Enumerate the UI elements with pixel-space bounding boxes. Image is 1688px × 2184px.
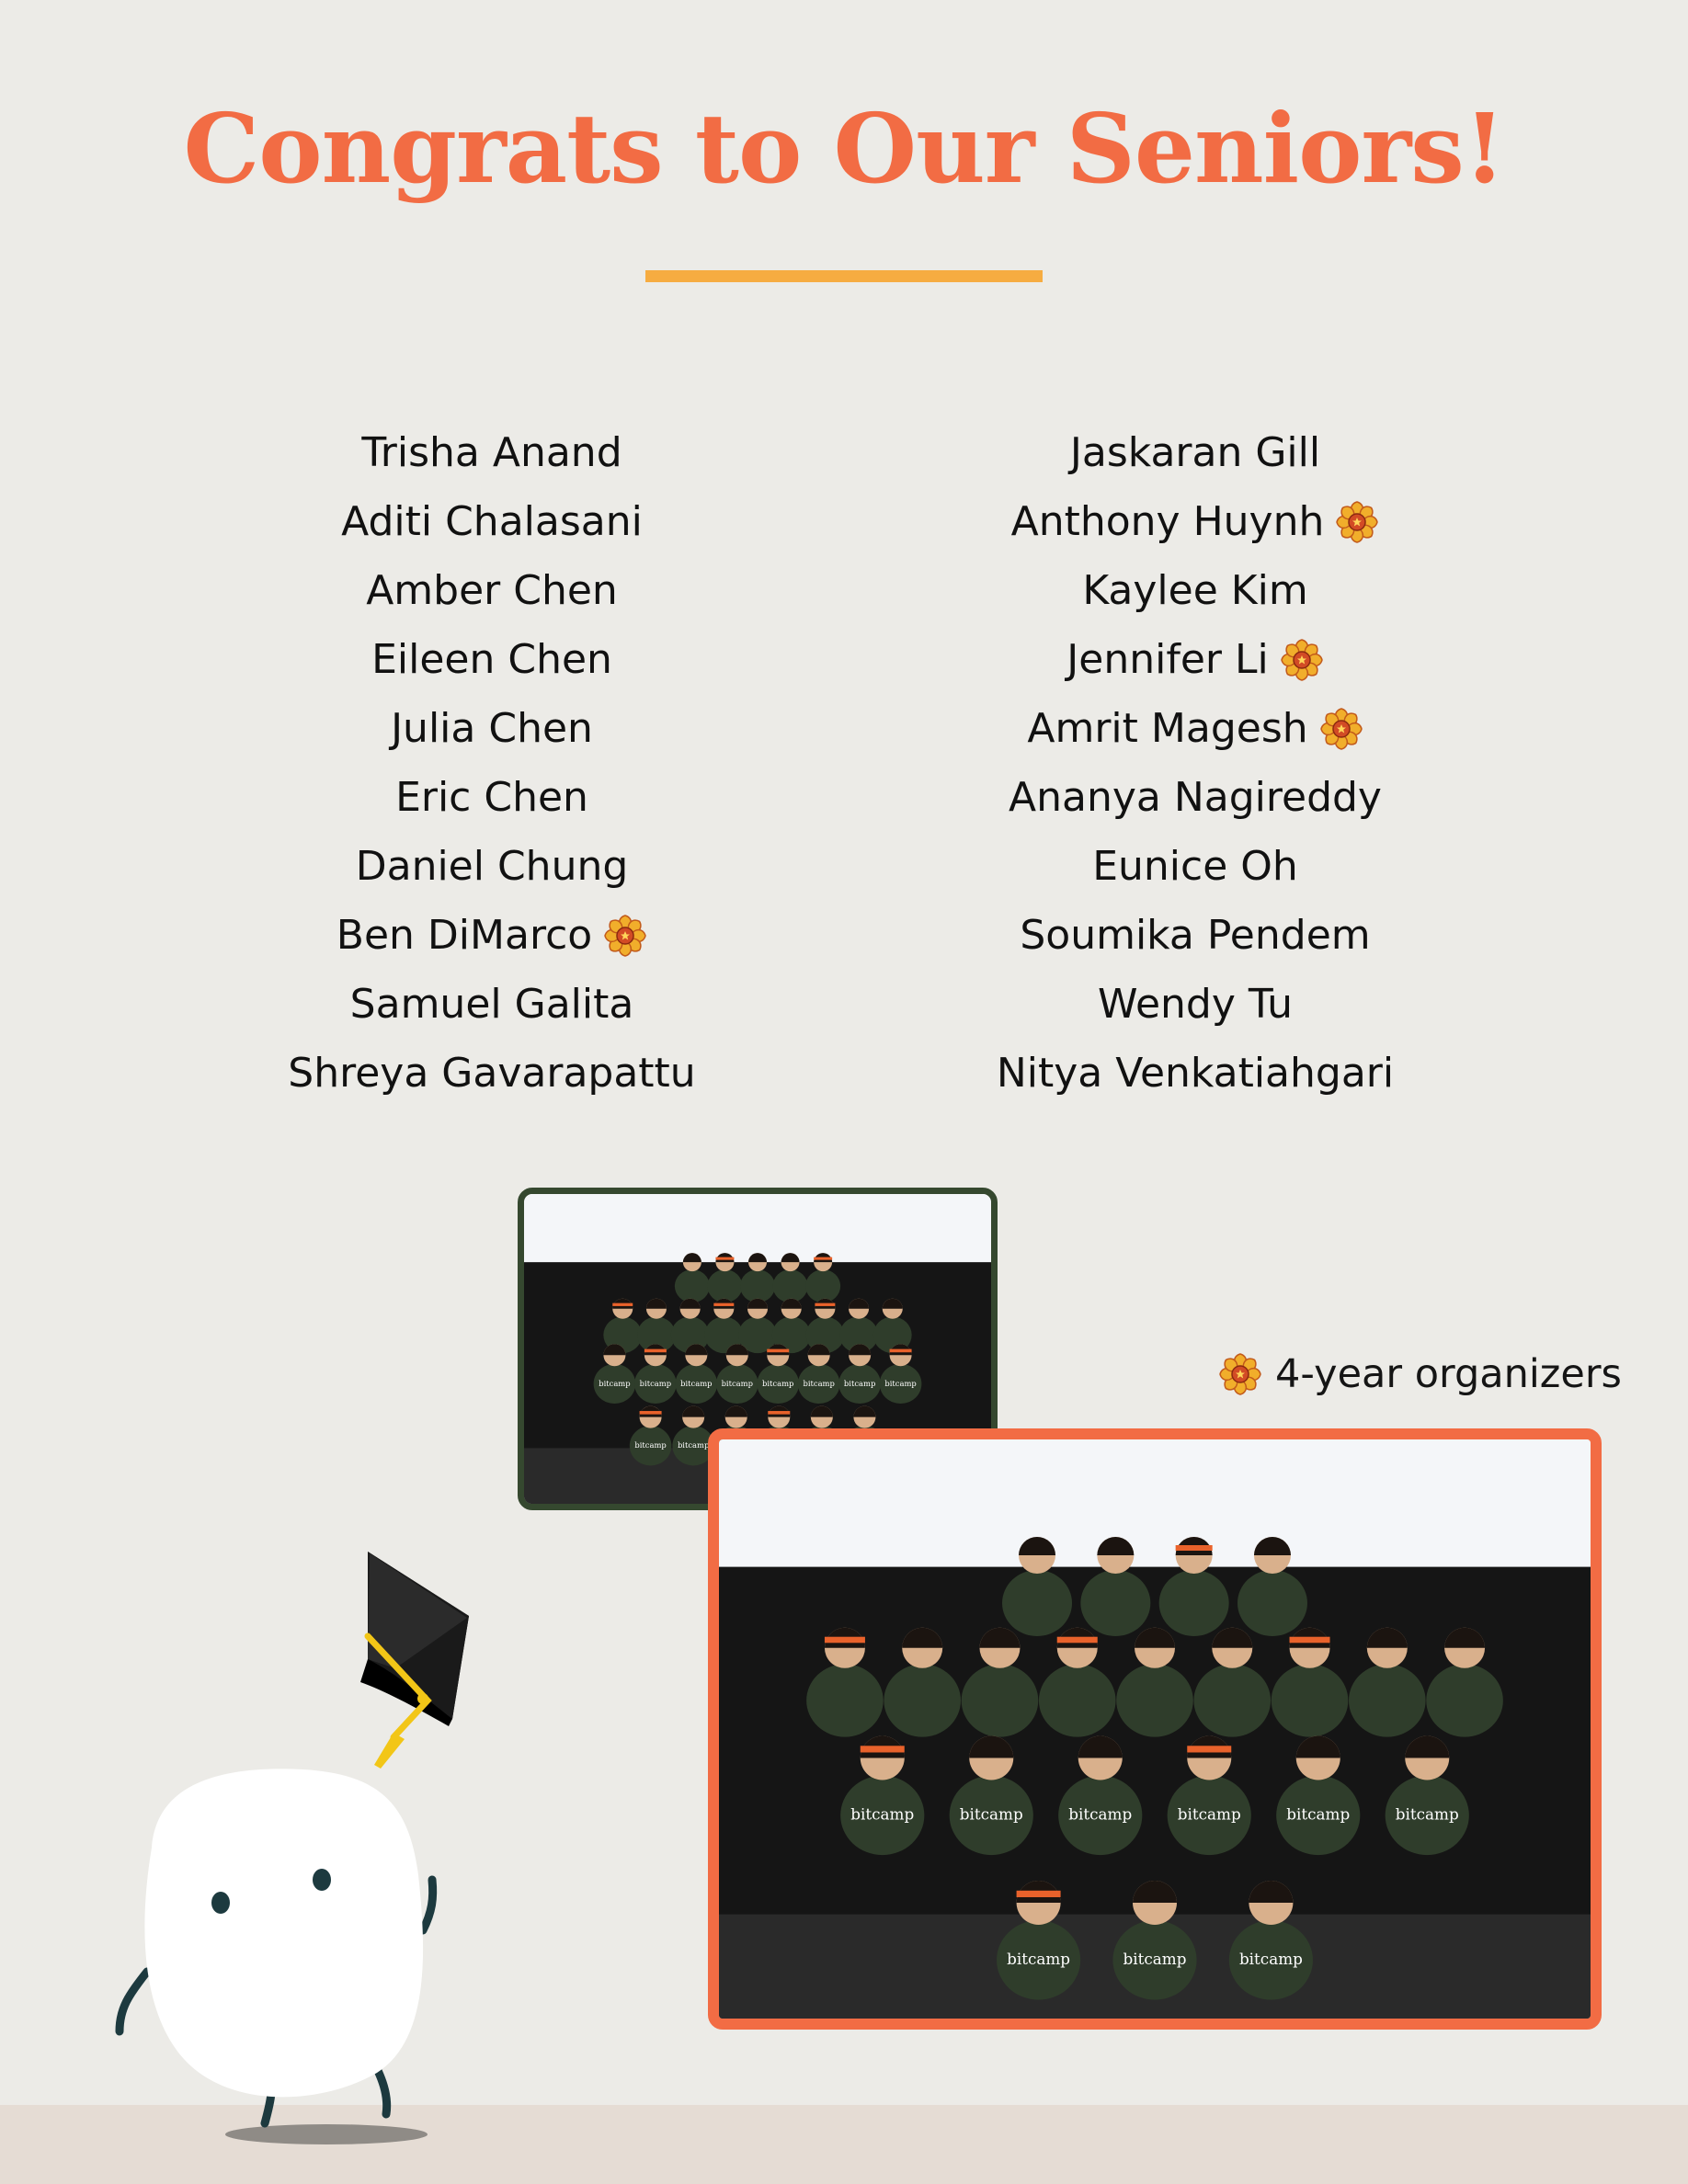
- svg-text:bitcamp: bitcamp: [1238, 1950, 1303, 1969]
- svg-text:bitcamp: bitcamp: [884, 1378, 917, 1388]
- senior-name: Wendy Tu: [1098, 981, 1293, 1028]
- senior-name-row: [170, 763, 814, 832]
- senior-name: Anthony Huynh: [1010, 498, 1325, 545]
- svg-text:bitcamp: bitcamp: [850, 1804, 915, 1824]
- legend-label: 4-year organizers: [1275, 1351, 1622, 1397]
- senior-name-row: [170, 1039, 814, 1108]
- svg-text:bitcamp: bitcamp: [1068, 1804, 1133, 1824]
- page-title: Congrats to Our Seniors!: [183, 92, 1505, 205]
- senior-name: Nitya Venkatiahgari: [996, 1050, 1395, 1097]
- senior-name: Eileen Chen: [371, 636, 612, 683]
- svg-text:bitcamp: bitcamp: [680, 1378, 713, 1388]
- senior-name-row: [170, 418, 814, 487]
- senior-name-row: [873, 694, 1517, 763]
- senior-name-row: [873, 763, 1517, 832]
- marshmallow-mascot-icon: [101, 1544, 579, 2151]
- four-year-organizer-badge-icon: [1319, 707, 1363, 751]
- senior-name-row: [170, 556, 814, 625]
- senior-name: Ben DiMarco: [336, 912, 593, 959]
- senior-name-row: [170, 832, 814, 901]
- senior-name-row: [873, 832, 1517, 901]
- svg-text:bitcamp: bitcamp: [721, 1378, 753, 1388]
- senior-name: Eunice Oh: [1092, 843, 1298, 890]
- svg-text:bitcamp: bitcamp: [1395, 1804, 1459, 1824]
- senior-name-row: [170, 487, 814, 556]
- legend: [1218, 1351, 1622, 1397]
- senior-name-row: [170, 901, 814, 970]
- seniors-list-left: [170, 418, 814, 1108]
- senior-name: Samuel Galita: [349, 981, 634, 1028]
- seniors-list-right: [873, 418, 1517, 1108]
- senior-name: Daniel Chung: [355, 843, 629, 890]
- svg-text:bitcamp: bitcamp: [677, 1440, 710, 1450]
- senior-name: Julia Chen: [391, 705, 593, 752]
- senior-name-row: [873, 901, 1517, 970]
- svg-text:bitcamp: bitcamp: [639, 1378, 672, 1388]
- group-photo-large: [708, 1428, 1602, 2030]
- senior-name-row: [873, 970, 1517, 1039]
- svg-text:bitcamp: bitcamp: [803, 1378, 835, 1388]
- svg-text:bitcamp: bitcamp: [599, 1378, 631, 1388]
- svg-text:bitcamp: bitcamp: [762, 1378, 794, 1388]
- senior-name: Amrit Magesh: [1027, 705, 1308, 752]
- senior-name-row: [873, 1039, 1517, 1108]
- svg-text:bitcamp: bitcamp: [959, 1804, 1023, 1824]
- svg-text:bitcamp: bitcamp: [634, 1440, 667, 1450]
- senior-name: Aditi Chalasani: [341, 498, 643, 545]
- title-underline: [645, 270, 1043, 282]
- svg-text:bitcamp: bitcamp: [1007, 1950, 1071, 1969]
- senior-name-row: [873, 556, 1517, 625]
- senior-name: Ananya Nagireddy: [1009, 774, 1382, 821]
- senior-name-row: [170, 970, 814, 1039]
- senior-name: Shreya Gavarapattu: [288, 1050, 696, 1097]
- svg-text:bitcamp: bitcamp: [1286, 1804, 1351, 1824]
- four-year-organizer-badge-icon: [1335, 500, 1379, 544]
- graduation-cap-icon: [360, 1552, 469, 1769]
- svg-text:bitcamp: bitcamp: [843, 1378, 876, 1388]
- senior-name-row: [873, 487, 1517, 556]
- svg-text:bitcamp: bitcamp: [1177, 1804, 1241, 1824]
- senior-name-row: [170, 625, 814, 694]
- senior-name: Kaylee Kim: [1082, 567, 1308, 614]
- senior-name-row: [873, 625, 1517, 694]
- senior-name: Jennifer Li: [1066, 636, 1269, 683]
- senior-name-row: [170, 694, 814, 763]
- four-year-organizer-badge-icon: [1280, 638, 1324, 682]
- four-year-organizer-badge-icon: [1218, 1352, 1262, 1396]
- senior-name: Amber Chen: [366, 567, 618, 614]
- senior-name-row: [873, 418, 1517, 487]
- senior-name: Jaskaran Gill: [1069, 429, 1321, 476]
- svg-text:bitcamp: bitcamp: [1123, 1950, 1187, 1969]
- senior-name: Trisha Anand: [361, 429, 622, 476]
- four-year-organizer-badge-icon: [603, 914, 647, 958]
- senior-name: Eric Chen: [395, 774, 588, 821]
- senior-name: Soumika Pendem: [1020, 912, 1371, 959]
